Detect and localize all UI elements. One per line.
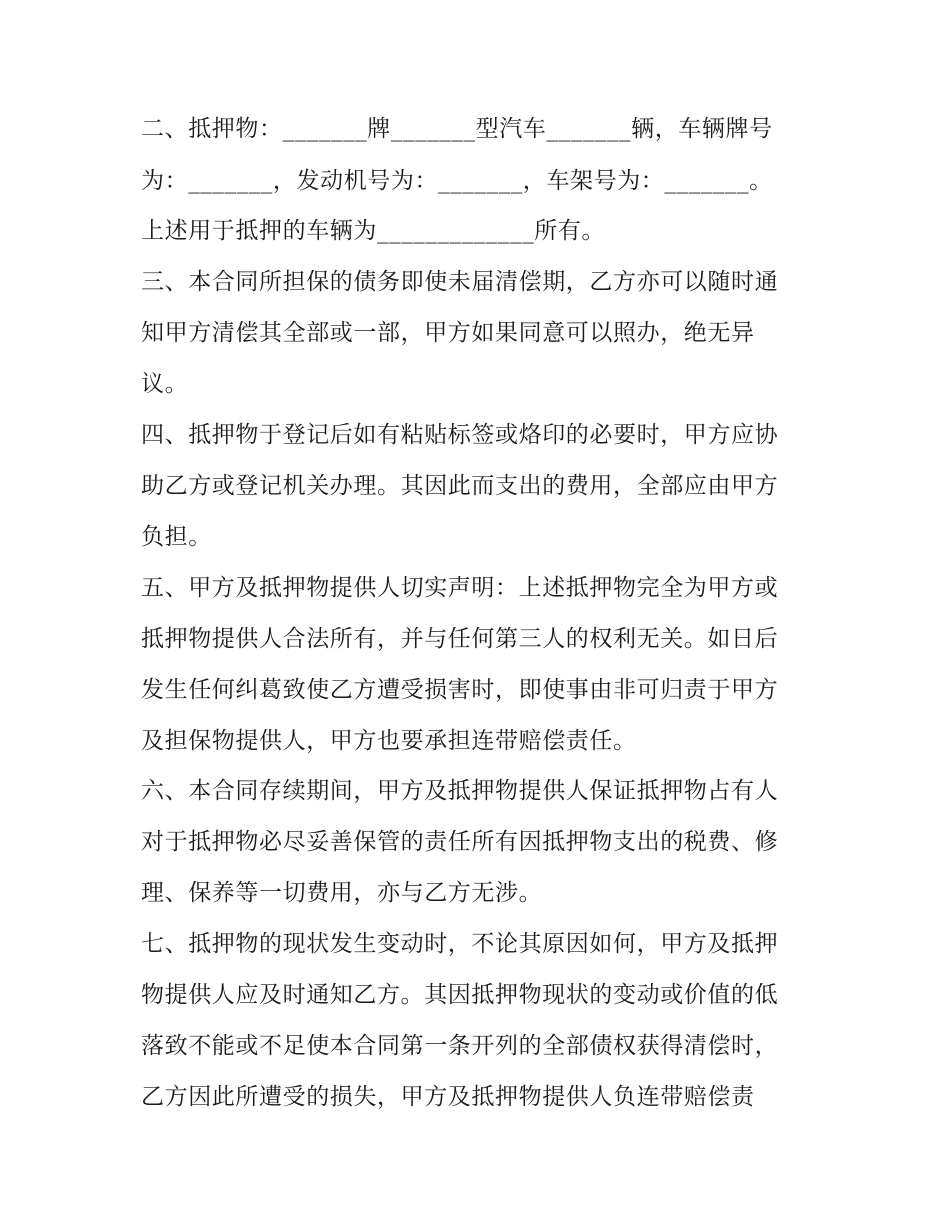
clause-2-line-1: 二、抵押物：_______牌_______型汽车_______辆，车辆牌号 [141, 116, 773, 142]
clause-5-line-1: 五、甲方及抵押物提供人切实声明：上述抵押物完全为甲方或 [141, 575, 779, 601]
clause-6-line-1: 六、本合同存续期间，甲方及抵押物提供人保证抵押物占有人 [141, 778, 779, 804]
clause-7-line-2: 物提供人应及时通知乙方。其因抵押物现状的变动或价值的低 [141, 982, 779, 1008]
clause-2-line-2: 为：_______，发动机号为：_______，车架号为：_______。 [141, 168, 773, 194]
clause-7-line-4: 乙方因此所遭受的损失，甲方及抵押物提供人负连带赔偿责 [141, 1084, 755, 1110]
clause-4-line-1: 四、抵押物于登记后如有粘贴标签或烙印的必要时，甲方应协 [141, 422, 779, 448]
clause-6-line-2: 对于抵押物必尽妥善保管的责任所有因抵押物支出的税费、修 [141, 829, 779, 855]
clause-4-line-3: 负担。 [141, 524, 212, 550]
clause-4-line-2: 助乙方或登记机关办理。其因此而支出的费用，全部应由甲方 [141, 473, 779, 499]
clause-7-line-3: 落致不能或不足使本合同第一条开列的全部债权获得清偿时， [141, 1033, 779, 1059]
clause-3-line-3: 议。 [141, 371, 189, 397]
clause-5-line-3: 发生任何纠葛致使乙方遭受损害时，即使事由非可归责于甲方 [141, 677, 779, 703]
clause-5-line-2: 抵押物提供人合法所有，并与任何第三人的权利无关。如日后 [141, 626, 779, 652]
clause-3-line-1: 三、本合同所担保的债务即使未届清偿期，乙方亦可以随时通 [141, 269, 779, 295]
clause-3-line-2: 知甲方清偿其全部或一部，甲方如果同意可以照办，绝无异 [141, 320, 755, 346]
clause-5-line-4: 及担保物提供人，甲方也要承担连带赔偿责任。 [141, 728, 637, 754]
clause-7-line-1: 七、抵押物的现状发生变动时，不论其原因如何，甲方及抵押 [141, 931, 779, 957]
clause-6-line-3: 理、保养等一切费用，亦与乙方无涉。 [141, 880, 543, 906]
clause-2-line-3: 上述用于抵押的车辆为_____________所有。 [141, 218, 606, 244]
